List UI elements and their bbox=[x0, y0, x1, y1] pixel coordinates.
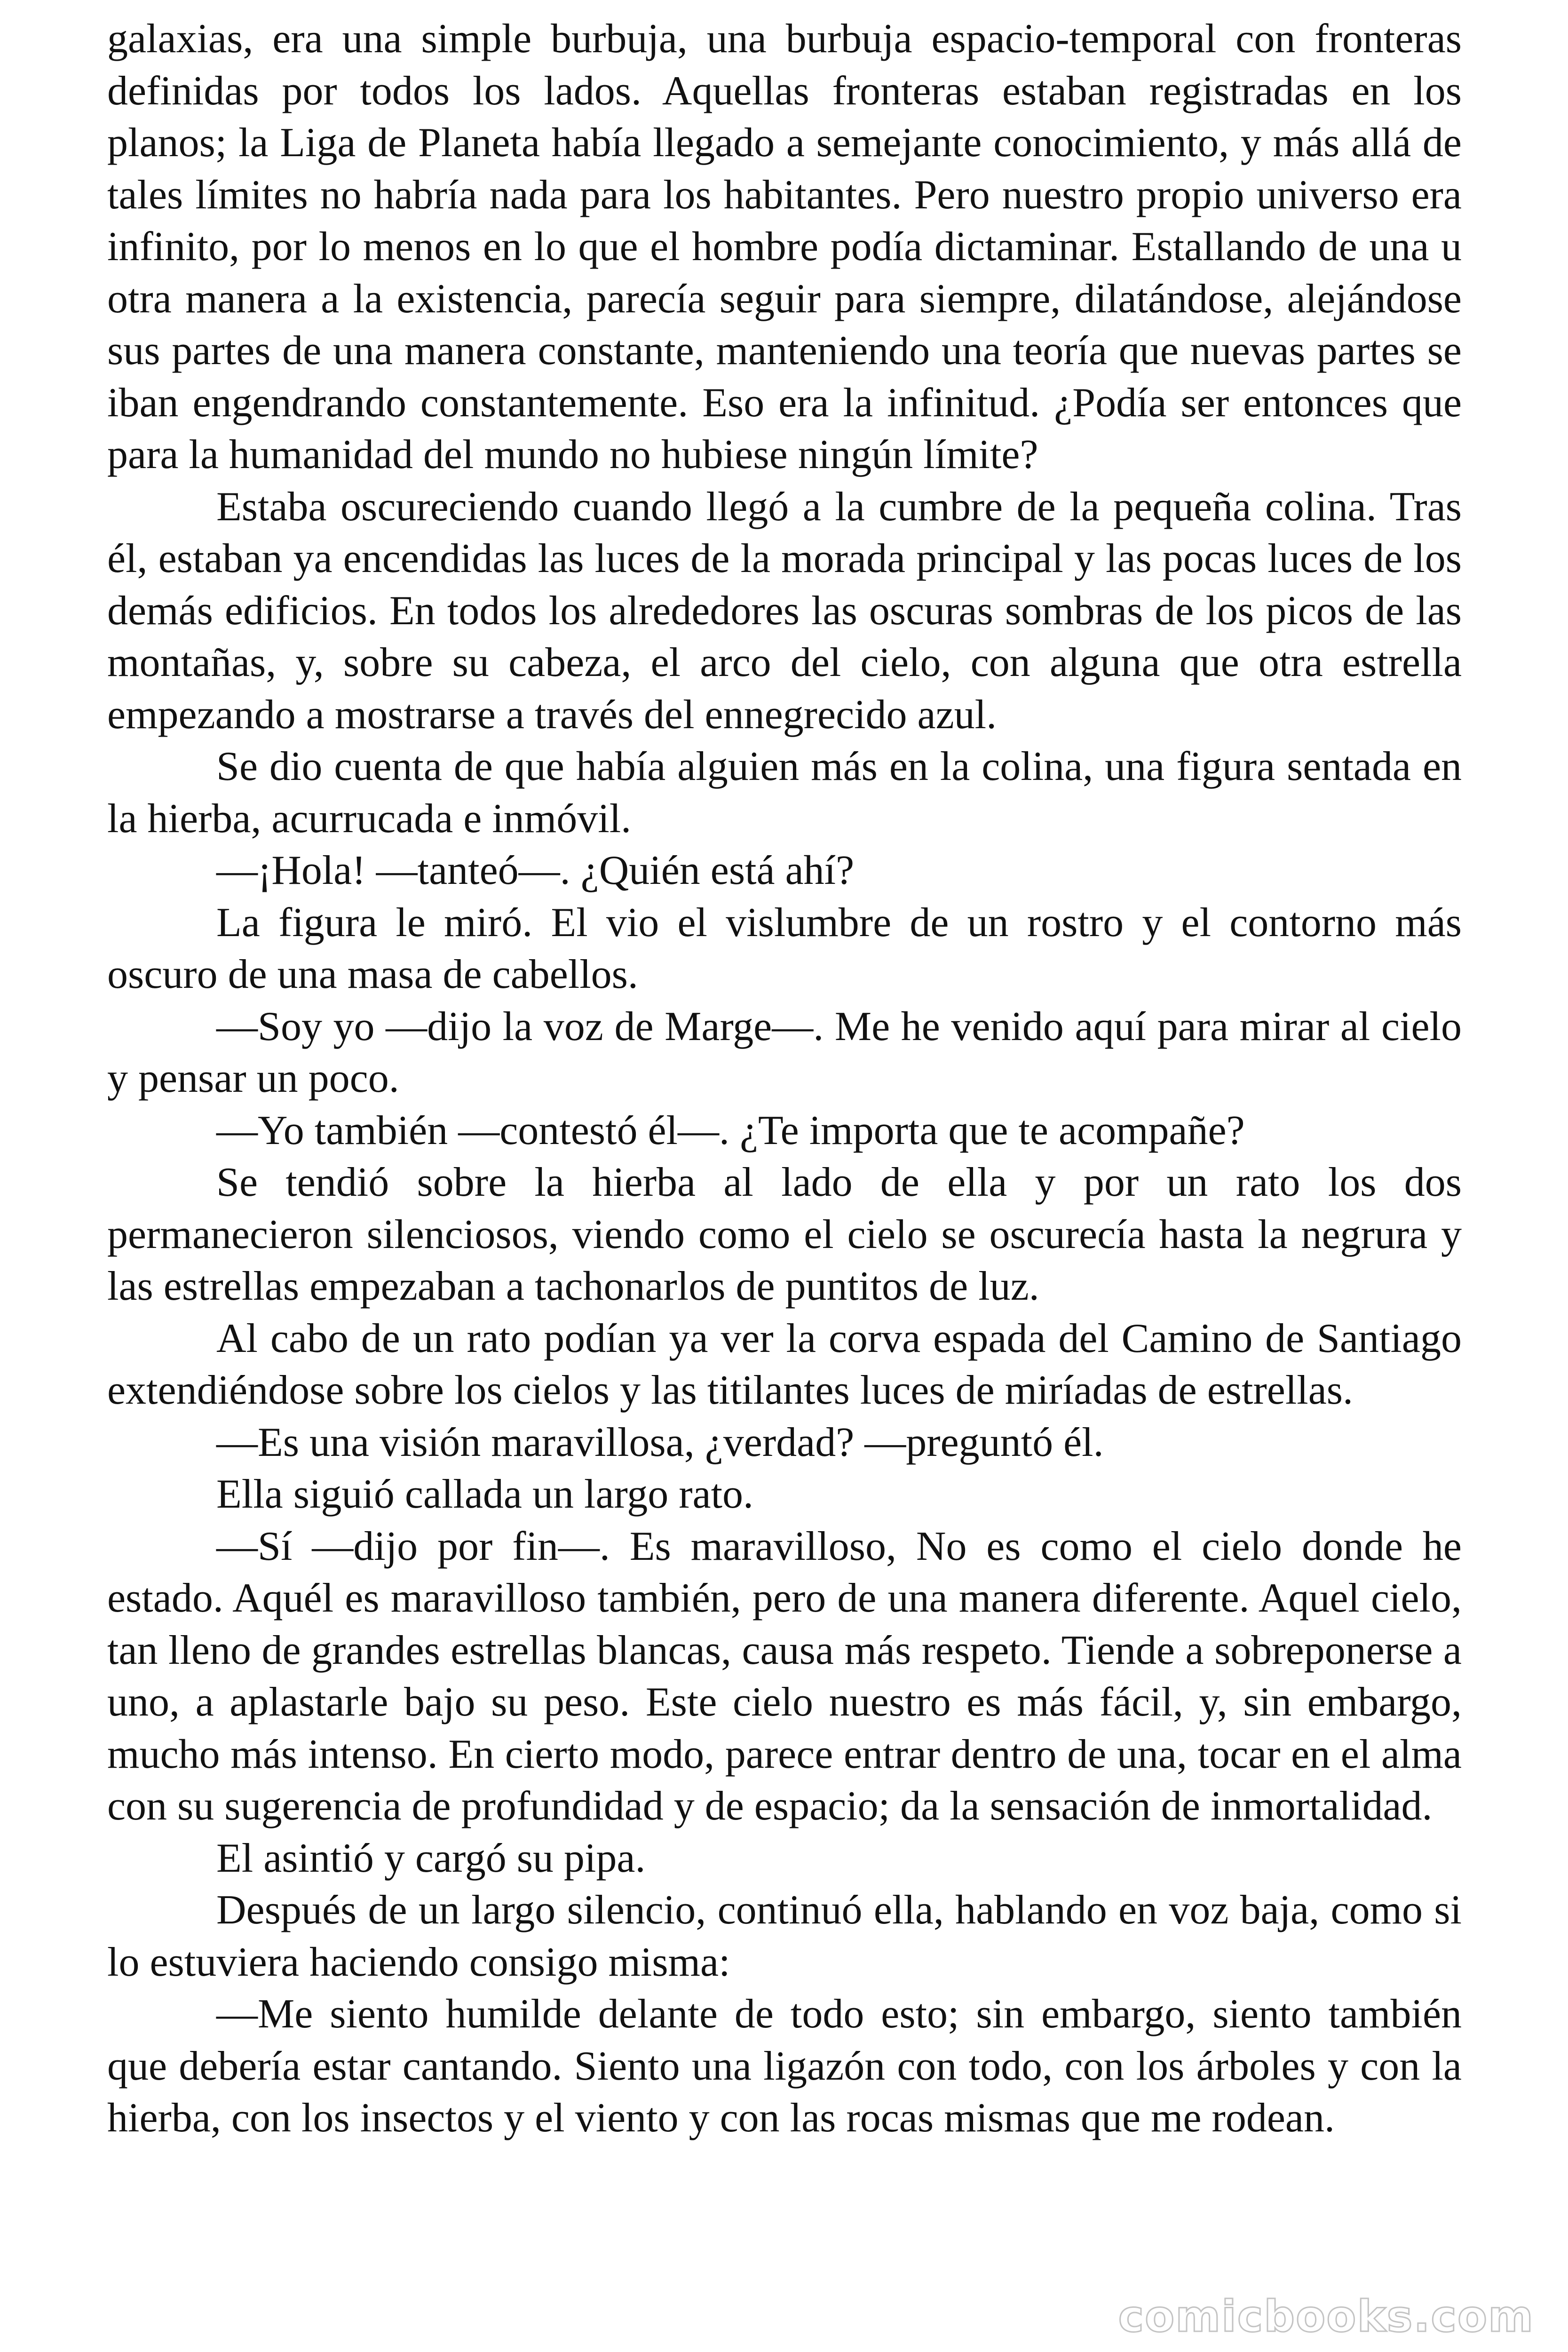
paragraph-10: —Es una visión maravillosa, ¿verdad? —preguntó él. bbox=[216, 1419, 1104, 1465]
paragraph-9: Al cabo de un rato podían ya ver la corva espada del Camino de Santiago extendiéndose sobre los cielos y las titilantes luces de miríadas de estrellas. bbox=[107, 1315, 1462, 1413]
paragraph-5: La figura le miró. El vio el vislumbre de un rostro y el contorno más oscuro de una masa de cabellos. bbox=[107, 899, 1462, 997]
paragraph-2: Estaba oscureciendo cuando llegó a la cumbre de la pequeña colina. Tras él, estaban ya encendidas las luces de la morada principal y las pocas luces de los demás edificios. En todos los alrededores las oscuras sombras de los picos de las montañas, y, sobre su cabeza, el arco del cielo, con alguna que otra estrella empezando a mostrarse a través del ennegrecido azul. bbox=[107, 484, 1462, 738]
paragraph-4: —¡Hola! —tanteó—. ¿Quién está ahí? bbox=[216, 848, 855, 893]
watermark: comicbooks.com bbox=[1118, 2291, 1534, 2342]
paragraph-13: El asintió y cargó su pipa. bbox=[216, 1835, 646, 1881]
paragraph-12: —Sí —dijo por fin—. Es maravilloso, No es como el cielo donde he estado. Aquél es maravilloso también, pero de una manera diferente. Aquel cielo, tan lleno de grandes estrellas blancas, causa más respeto. Tiende a sobreponerse a uno, a aplastarle bajo su peso. Este cielo nuestro es más fácil, y, sin embargo, mucho más intenso. En cierto modo, parece entrar dentro de una, tocar en el alma con su sugerencia de profundidad y de espacio; da la sensación de inmortalidad. bbox=[107, 1523, 1462, 1829]
book-page-text bbox=[107, 13, 1462, 2145]
paragraph-15: —Me siento humilde delante de todo esto; sin embargo, siento también que debería estar cantando. Siento una ligazón con todo, con los árboles y con la hierba, con los insectos y el viento y con las rocas mismas que me rodean. bbox=[107, 1991, 1462, 2141]
paragraph-3: Se dio cuenta de que había alguien más en la colina, una figura sentada en la hierba, acurrucada e inmóvil. bbox=[107, 744, 1462, 842]
paragraph-7: —Yo también —contestó él—. ¿Te importa que te acompañe? bbox=[216, 1107, 1245, 1153]
paragraph-11: Ella siguió callada un largo rato. bbox=[216, 1471, 754, 1517]
paragraph-1: galaxias, era una simple burbuja, una burbuja espacio-temporal con fronteras definidas por todos los lados. Aquellas fronteras estaban registradas en los planos; la Liga de Planeta había llegado a semejante conocimiento, y más allá de tales límites no habría nada para los habitantes. Pero nuestro propio universo era infinito, por lo menos en lo que el hombre podía dictaminar. Estallando de una u otra manera a la existencia, parecía seguir para siempre, dilatándose, alejándose sus partes de una manera constante, manteniendo una teoría que nuevas partes se iban engendrando constantemente. Eso era la infinitud. ¿Podía ser entonces que para la humanidad del mundo no hubiese ningún límite? bbox=[107, 16, 1462, 477]
paragraph-6: —Soy yo —dijo la voz de Marge—. Me he venido aquí para mirar al cielo y pensar un poco. bbox=[107, 1003, 1462, 1101]
paragraph-8: Se tendió sobre la hierba al lado de ella y por un rato los dos permanecieron silenciosos, viendo como el cielo se oscurecía hasta la negrura y las estrellas empezaban a tachonarlos de puntitos de luz. bbox=[107, 1160, 1462, 1309]
paragraph-14: Después de un largo silencio, continuó ella, hablando en voz baja, como si lo estuviera haciendo consigo misma: bbox=[107, 1887, 1462, 1985]
